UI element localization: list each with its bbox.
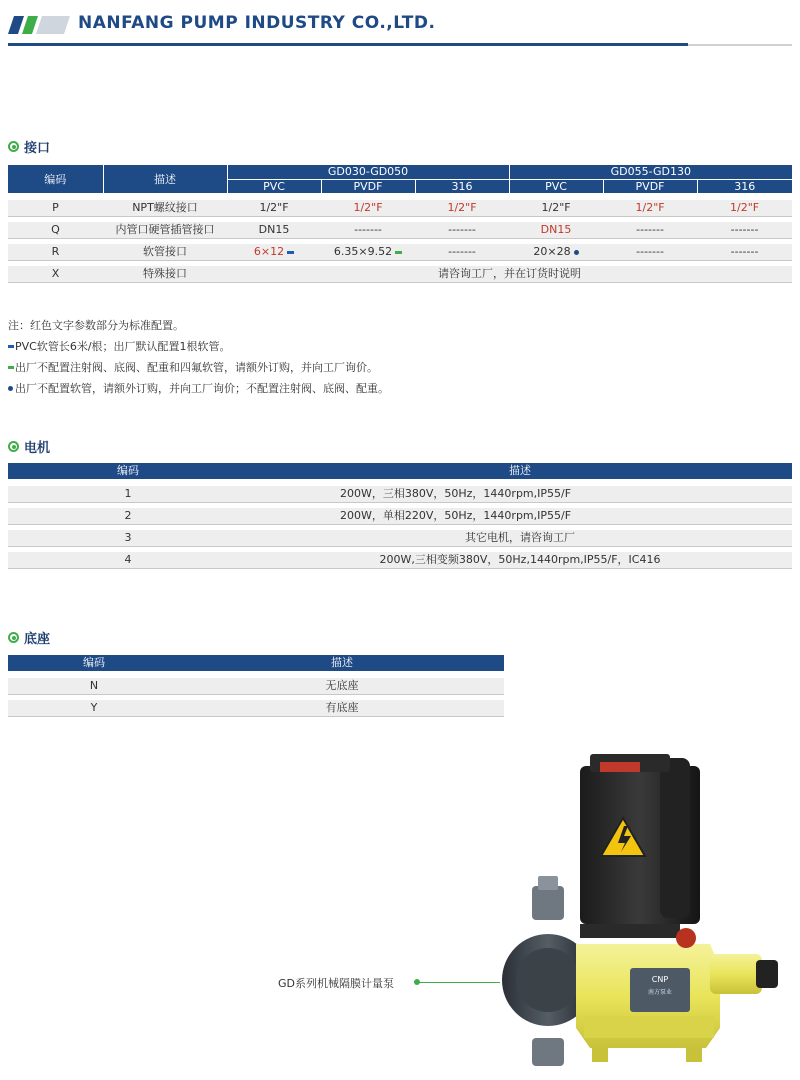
section-title-text: 电机 bbox=[24, 441, 51, 456]
table-row bbox=[8, 530, 792, 546]
nameplate-brand: CNP bbox=[651, 975, 669, 984]
cell-value: ------- bbox=[415, 244, 509, 260]
cell-code: P bbox=[8, 200, 103, 216]
table-row bbox=[8, 700, 504, 716]
section-bullet-icon bbox=[8, 441, 19, 452]
note-text: PVC软管长6米/根；出厂默认配置1根软管。 bbox=[15, 340, 231, 353]
cell-value: 20×28 bbox=[533, 245, 571, 259]
cell-value: ------- bbox=[697, 222, 792, 238]
cell-value: 1/2"F bbox=[227, 200, 321, 216]
table-row bbox=[8, 244, 792, 260]
leader-dot-icon bbox=[414, 979, 420, 985]
cell-value: DN15 bbox=[509, 222, 603, 238]
blue-marker-icon bbox=[287, 251, 294, 254]
cell-value: ------- bbox=[415, 222, 509, 238]
cell-desc: 有底座 bbox=[180, 700, 504, 716]
motor-table bbox=[8, 463, 792, 569]
col-header-code: 编码 bbox=[8, 463, 248, 477]
cell-value-wrap bbox=[227, 244, 321, 260]
cell-value: ------- bbox=[603, 222, 697, 238]
table-row bbox=[8, 552, 792, 568]
cell-desc: 200W，单相220V，50Hz，1440rpm,IP55/F bbox=[248, 508, 792, 524]
cell-desc: 200W，三相380V，50Hz，1440rpm,IP55/F bbox=[248, 486, 792, 502]
logo-stripes-icon bbox=[8, 16, 70, 34]
material-header: PVDF bbox=[321, 179, 415, 193]
section-bullet-icon bbox=[8, 141, 19, 152]
section-title-base bbox=[8, 628, 50, 647]
cell-value: ------- bbox=[321, 222, 415, 238]
cell-code: Q bbox=[8, 222, 103, 238]
col-header-desc: 描述 bbox=[248, 463, 792, 477]
cell-value: 6×12 bbox=[253, 245, 285, 259]
green-marker-icon bbox=[395, 251, 402, 254]
company-name: NANFANG PUMP INDUSTRY CO.,LTD. bbox=[78, 13, 436, 33]
nameplate-cn: 南方泵业 bbox=[647, 989, 673, 996]
cell-value: 1/2"F bbox=[697, 200, 792, 216]
col-header-desc: 描述 bbox=[103, 165, 227, 193]
col-header-code: 编码 bbox=[8, 165, 103, 193]
interface-table bbox=[8, 165, 792, 283]
group-header-2: GD055-GD130 bbox=[509, 165, 792, 179]
col-header-code: 编码 bbox=[8, 655, 180, 669]
cell-value: 6.35×9.52 bbox=[333, 245, 393, 259]
cell-value-wrap bbox=[321, 244, 415, 260]
note-line bbox=[8, 378, 389, 399]
table-row bbox=[8, 200, 792, 216]
cell-desc: 其它电机，请咨询工厂 bbox=[248, 530, 792, 546]
note-text: 注：红色文字参数部分为标准配置。 bbox=[8, 319, 184, 332]
cell-code: R bbox=[8, 244, 103, 260]
material-header: PVC bbox=[509, 179, 603, 193]
cell-value: 1/2"F bbox=[509, 200, 603, 216]
cell-value: DN15 bbox=[227, 222, 321, 238]
note-line bbox=[8, 336, 389, 357]
cell-value: 1/2"F bbox=[321, 200, 415, 216]
cell-code: 4 bbox=[8, 552, 248, 568]
section-title-motor bbox=[8, 437, 50, 456]
product-label: GD系列机械隔膜计量泵 bbox=[278, 977, 394, 990]
cell-desc: 无底座 bbox=[180, 678, 504, 694]
group-header-1: GD030-GD050 bbox=[227, 165, 509, 179]
dot-marker-icon bbox=[8, 386, 13, 391]
note-line bbox=[8, 315, 389, 336]
cell-code: Y bbox=[8, 700, 180, 716]
cell-merged: 请咨询工厂，并在订货时说明 bbox=[227, 266, 792, 282]
base-table bbox=[8, 655, 504, 717]
cell-desc: 特殊接口 bbox=[103, 266, 227, 282]
page-header bbox=[0, 0, 800, 50]
dot-marker-icon bbox=[574, 250, 579, 255]
cell-value: ------- bbox=[697, 244, 792, 260]
table-row bbox=[8, 222, 792, 238]
notes-block bbox=[8, 315, 389, 399]
section-title-interface bbox=[8, 137, 50, 156]
table-row bbox=[8, 486, 792, 502]
material-header: 316 bbox=[415, 179, 509, 193]
cell-desc: 软管接口 bbox=[103, 244, 227, 260]
cell-desc: 200W,三相变频380V，50Hz,1440rpm,IP55/F，IC416 bbox=[248, 552, 792, 568]
section-bullet-icon bbox=[8, 632, 19, 643]
section-title-text: 接口 bbox=[24, 141, 51, 156]
material-header: PVC bbox=[227, 179, 321, 193]
cell-code: N bbox=[8, 678, 180, 694]
cell-desc: 内管口硬管插管接口 bbox=[103, 222, 227, 238]
cell-code: 1 bbox=[8, 486, 248, 502]
pump-image bbox=[480, 748, 800, 1070]
section-title-text: 底座 bbox=[24, 632, 51, 647]
green-marker-icon bbox=[8, 366, 14, 369]
col-header-desc: 描述 bbox=[180, 655, 504, 669]
cell-value: 1/2"F bbox=[603, 200, 697, 216]
note-line bbox=[8, 357, 389, 378]
cell-value: ------- bbox=[603, 244, 697, 260]
cell-value-wrap bbox=[509, 244, 603, 260]
header-rule bbox=[8, 43, 688, 46]
material-header: 316 bbox=[697, 179, 792, 193]
cell-code: X bbox=[8, 266, 103, 282]
note-text: 出厂不配置注射阀、底阀、配重和四氟软管，请额外订购，并向工厂询价。 bbox=[15, 361, 378, 374]
material-header: PVDF bbox=[603, 179, 697, 193]
cell-code: 2 bbox=[8, 508, 248, 524]
note-text: 出厂不配置软管，请额外订购，并向工厂询价；不配置注射阀、底阀、配重。 bbox=[15, 382, 389, 395]
blue-marker-icon bbox=[8, 345, 14, 348]
table-row bbox=[8, 678, 504, 694]
cell-code: 3 bbox=[8, 530, 248, 546]
cell-value: 1/2"F bbox=[415, 200, 509, 216]
table-row bbox=[8, 266, 792, 282]
header-rule-light bbox=[688, 44, 792, 46]
cell-desc: NPT螺纹接口 bbox=[103, 200, 227, 216]
table-row bbox=[8, 508, 792, 524]
